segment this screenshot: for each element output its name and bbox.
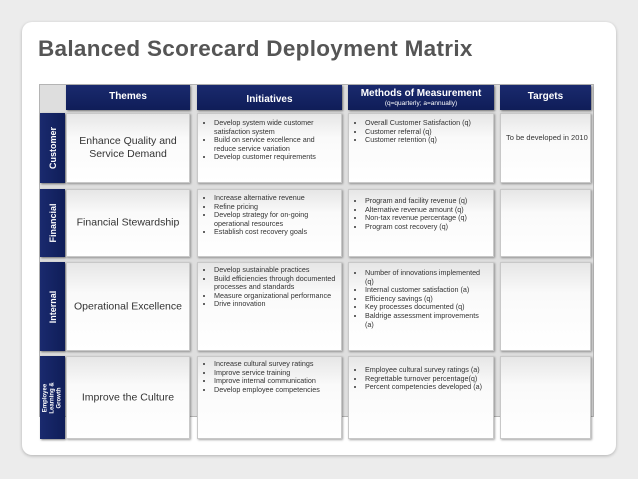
target-cell [500, 356, 591, 439]
perspective-label: Financial [47, 203, 58, 243]
header-initiatives-label: Initiatives [246, 94, 293, 105]
theme-cell [66, 189, 190, 257]
initiative-item: • Increase alternative revenue [214, 194, 337, 203]
header-initiatives [197, 85, 342, 110]
initiative-item: • Develop strategy for on-going operational resources [214, 211, 337, 228]
initiatives-cell [197, 113, 342, 183]
target-cell [500, 189, 591, 257]
target-cell [500, 113, 591, 183]
header-methods-label: Methods of Measurement [360, 88, 482, 99]
header-methods [348, 85, 494, 110]
theme-label: Improve the Culture [81, 391, 175, 403]
header-methods-sublabel: (q=quarterly; a=annually) [384, 100, 458, 107]
theme-cell [66, 113, 190, 183]
initiative-item: • Build on service excellence and reduce service variation [214, 136, 337, 153]
measures-cell [348, 189, 494, 257]
perspective-employee-learning-growth [40, 356, 65, 439]
initiatives-cell [197, 189, 342, 257]
perspective-label: Employee Learning & Growth [42, 381, 62, 414]
perspective-internal [40, 262, 65, 351]
measure-item: • Alternative revenue amount (q) [365, 206, 489, 215]
measure-item: • Program cost recovery (q) [365, 223, 489, 232]
measure-item: • Customer retention (q) [365, 136, 489, 145]
initiatives-cell [197, 356, 342, 439]
theme-label: Operational Excellence [74, 300, 182, 312]
target-label: To be developed in 2010 [506, 133, 588, 142]
initiative-item: • Improve internal communication [214, 377, 337, 386]
measures-cell [348, 262, 494, 351]
initiative-item: • Establish cost recovery goals [214, 228, 337, 237]
measure-item: • Customer referral (q) [365, 128, 489, 137]
measure-item: • Number of innovations implemented (q) [365, 269, 489, 286]
theme-cell [66, 356, 190, 439]
initiative-item: • Develop employee competencies [214, 386, 337, 395]
measures-cell [348, 356, 494, 439]
measure-item: • Overall Customer Satisfaction (q) [365, 119, 489, 128]
measure-item: • Employee cultural survey ratings (a) [365, 366, 489, 375]
perspective-customer [40, 113, 65, 183]
header-targets-label: Targets [527, 91, 564, 102]
initiative-item: • Drive innovation [214, 300, 337, 309]
initiative-item: • Measure organizational performance [214, 292, 337, 301]
initiative-item: • Improve service training [214, 369, 337, 378]
theme-label: Financial Stewardship [76, 216, 180, 229]
measure-item: • Non-tax revenue percentage (q) [365, 214, 489, 223]
perspective-label: Customer [47, 126, 58, 170]
initiative-item: • Build efficiencies through documented processes and standards [214, 275, 337, 292]
measure-item: • Program and facility revenue (q) [365, 197, 489, 206]
perspective-label: Internal [47, 290, 58, 323]
initiative-item: • Increase cultural survey ratings [214, 360, 337, 369]
measures-cell [348, 113, 494, 183]
perspective-financial [40, 189, 65, 257]
header-themes-label: Themes [109, 91, 147, 102]
measure-item: • Efficiency savings (q) [365, 295, 489, 304]
header-themes [66, 85, 190, 110]
initiatives-cell [197, 262, 342, 351]
initiative-item: • Develop system wide customer satisfaction system [214, 119, 337, 136]
initiative-item: • Refine pricing [214, 203, 337, 212]
header-targets [500, 85, 591, 110]
theme-label: Enhance Quality and Service Demand [79, 135, 177, 160]
measure-item: • Regrettable turnover percentage(q) [365, 375, 489, 384]
theme-cell [66, 262, 190, 351]
initiative-item: • Develop sustainable practices [214, 266, 337, 275]
measure-item: • Internal customer satisfaction (a) [365, 286, 489, 295]
initiative-item: • Develop customer requirements [214, 153, 337, 162]
page-title: Balanced Scorecard Deployment Matrix [38, 36, 473, 61]
measure-item: • Percent competencies developed (a) [365, 383, 489, 392]
measure-item: • Key processes documented (q) [365, 303, 489, 312]
measure-item: • Baldrige assessment improvements (a) [365, 312, 489, 329]
target-cell [500, 262, 591, 351]
